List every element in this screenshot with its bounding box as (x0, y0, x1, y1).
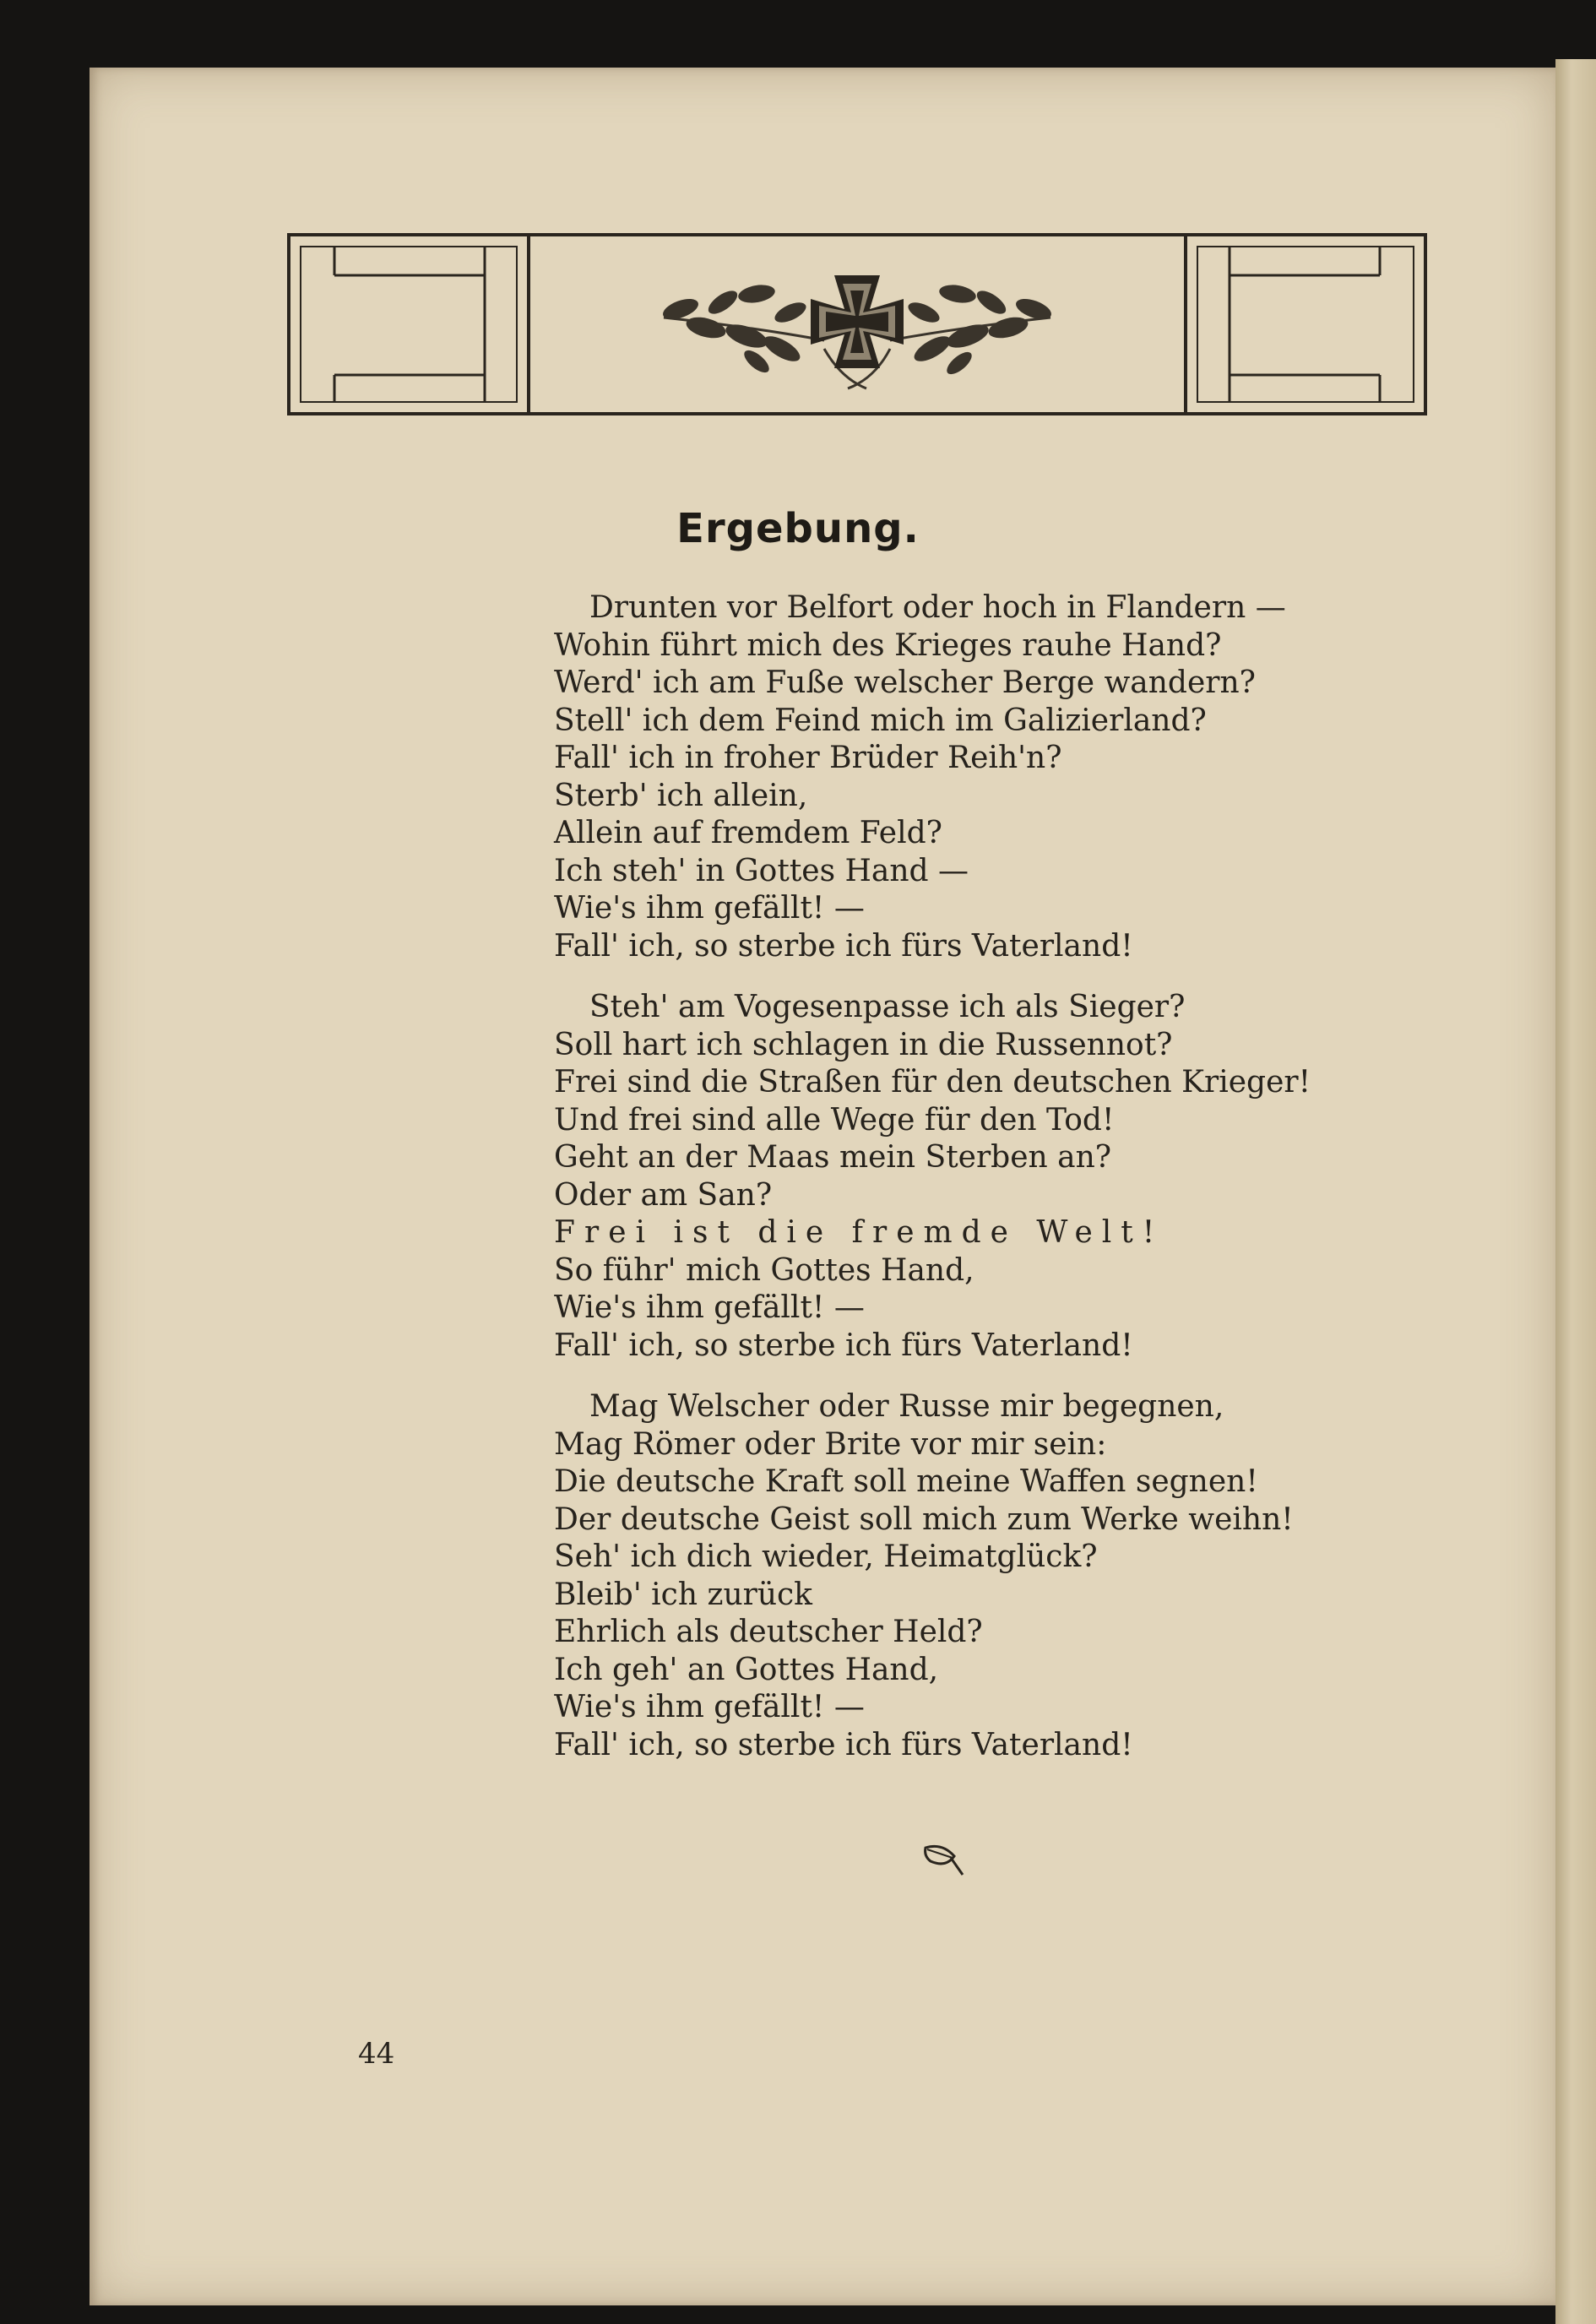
poem-line: Fall' ich in froher Brüder Reih'n? (554, 741, 1062, 775)
poem-body (554, 589, 1449, 1788)
poem-line: Oder am San? (554, 1177, 773, 1213)
poem-line: Allein auf fremdem Feld? (554, 816, 942, 850)
poem-title: Ergebung. (676, 505, 920, 552)
stanza-1 (554, 589, 1449, 965)
right-frame-box (1186, 235, 1425, 414)
poem-line: Seh' ich dich wieder, Heimatglück? (554, 1539, 1098, 1574)
poem-line: Werd' ich am Fuße welscher Berge wandern? (554, 665, 1256, 700)
poem-line: Ehrlich als deutscher Held? (554, 1615, 983, 1649)
left-frame-box (289, 235, 529, 414)
poem-line: Wie's ihm gefällt! — (554, 1290, 865, 1325)
stanza-3 (554, 1388, 1449, 1764)
poem-line: Stell' ich dem Feind mich im Galizierland? (554, 703, 1207, 738)
iron-cross-icon (811, 275, 904, 368)
poem-line: Mag Römer oder Brite vor mir sein: (554, 1426, 1107, 1462)
poem-line: Fall' ich, so sterbe ich fürs Vaterland! (554, 928, 1133, 964)
poem-line: Bleib' ich zurück (554, 1577, 812, 1612)
page-number: 44 (358, 2037, 395, 2071)
poem-line: Sterb' ich allein, (554, 778, 808, 813)
poem-line: Wie's ihm gefällt! — (554, 1690, 865, 1724)
poem-line: Soll hart ich schlagen in die Russennot? (554, 1027, 1173, 1062)
poem-line: Fall' ich, so sterbe ich fürs Vaterland! (554, 1328, 1133, 1363)
poem-line: Fall' ich, so sterbe ich fürs Vaterland! (554, 1727, 1133, 1762)
poem-line: Ich geh' an Gottes Hand, (554, 1652, 939, 1687)
adjacent-page-edge (1555, 59, 1596, 2324)
poem-line: Wie's ihm gefällt! — (554, 891, 865, 926)
poem-line: Steh' am Vogesenpasse ich als Sieger? (589, 990, 1186, 1024)
poem-line: Mag Welscher oder Russe mir begegnen, (589, 1389, 1224, 1424)
poem-line: Und frei sind alle Wege für den Tod! (554, 1102, 1115, 1138)
stanza-2 (554, 989, 1449, 1365)
poem-line: Geht an der Maas mein Sterben an? (554, 1140, 1112, 1175)
poem-line: Ich steh' in Gottes Hand — (554, 853, 969, 888)
poem-line-spaced: Frei ist die fremde Welt! (554, 1215, 1164, 1250)
leaf-dingbat-icon (920, 1839, 971, 1880)
poem-line: Drunten vor Belfort oder hoch in Flandern — (589, 590, 1286, 625)
poem-line: So führ' mich Gottes Hand, (554, 1252, 974, 1288)
poem-line: Frei sind die Straßen für den deutschen Krieger! (554, 1065, 1311, 1100)
header-ornament (284, 167, 1430, 421)
poem-line: Wohin führt mich des Krieges rauhe Hand? (554, 627, 1222, 663)
poem-line: Die deutsche Kraft soll meine Waffen segnen! (554, 1464, 1258, 1499)
poem-line: Der deutsche Geist soll mich zum Werke weihn! (554, 1501, 1294, 1537)
